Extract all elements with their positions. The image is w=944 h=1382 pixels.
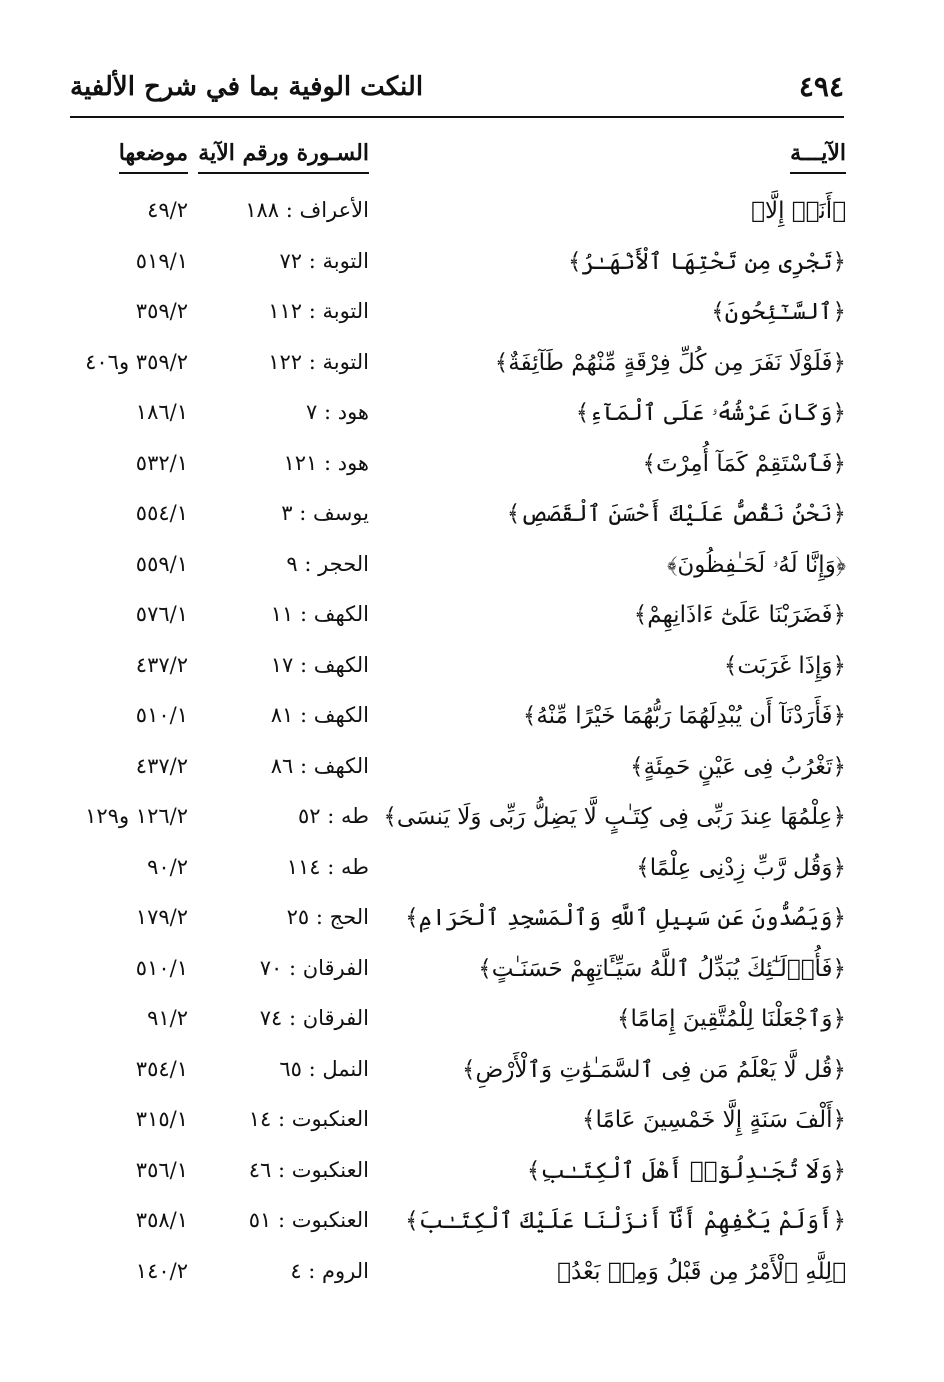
- surah-cell: الكهف : ١٧: [270, 652, 369, 677]
- verse-cell: ﴿فَأُو۟لَـٰٓئِكَ يُبَدِّلُ ٱللَّهُ سَيِّـَٔاتِهِمْ حَسَنَـٰتٍ﴾: [478, 955, 846, 982]
- table-row: [0, 493, 944, 544]
- location-cell: ٥٣٢/١: [135, 450, 188, 475]
- table-row: [0, 190, 944, 241]
- location-cell: ٣٥٦/١: [135, 1157, 188, 1182]
- table-row: [0, 1251, 944, 1302]
- table-row: [0, 998, 944, 1049]
- verse-cell: ﴿أَوَلَمْ يَكْفِهِمْ أَنَّآ أَنزَلْنَا عَلَيْكَ ٱلْكِتَـٰبَ﴾: [405, 1208, 846, 1234]
- location-column-header: موضعها: [119, 140, 188, 174]
- verse-cell: ﴿عِلْمُهَا عِندَ رَبِّى فِى كِتَـٰبٍ لَّا يَضِلُّ رَبِّى وَلَا يَنسَى﴾: [383, 804, 846, 830]
- surah-cell: هود : ٧: [306, 400, 369, 424]
- location-cell: ٥٥٤/١: [135, 501, 188, 525]
- running-title: النكت الوفية بما في شرح الألفية: [70, 72, 424, 102]
- table-row: [0, 443, 944, 494]
- location-cell: ٣٥٩/٢ و٤٠٦: [85, 349, 188, 374]
- surah-cell: التوبة : ١٢٢: [268, 349, 369, 374]
- table-row: [0, 645, 944, 696]
- table-row: [0, 392, 944, 443]
- verse-cell: ﴿فَٱسْتَقِمْ كَمَآ أُمِرْتَ﴾: [642, 450, 846, 477]
- table-row: [0, 897, 944, 948]
- verse-cell: ﴿وَإِنَّا لَهُۥ لَحَـٰفِظُونَ﴾: [667, 551, 846, 578]
- table-row: [0, 544, 944, 595]
- surah-cell: العنكبوت : ٥١: [248, 1208, 369, 1232]
- verse-cell: ﴿ٱلسَّـٰٓئِحُونَ﴾: [711, 299, 846, 325]
- page-number: ٤٩٤: [798, 70, 844, 103]
- table-row: [0, 1200, 944, 1251]
- surah-cell: العنكبوت : ١٤: [248, 1107, 369, 1131]
- table-row: [0, 796, 944, 847]
- verse-cell: ﴿نَحْنُ نَقُصُّ عَلَيْكَ أَحْسَنَ ٱلْقَصَصِ﴾: [506, 501, 846, 527]
- table-row: [0, 695, 944, 746]
- verse-cell: ﴿فَضَرَبْنَا عَلَىٰٓ ءَاذَانِهِمْ﴾: [633, 602, 846, 628]
- verse-cell: ﴿أَلْفَ سَنَةٍ إِلَّا خَمْسِينَ عَامًا﴾: [582, 1107, 846, 1133]
- location-cell: ٤٩/٢: [147, 198, 188, 222]
- table-row: [0, 847, 944, 898]
- surah-cell: الفرقان : ٧٠: [259, 955, 369, 980]
- table-row: [0, 1049, 944, 1100]
- location-cell: ٣١٥/١: [135, 1107, 188, 1131]
- verse-cell: ﴿قُل لَّا يَعْلَمُ مَن فِى ٱلسَّمَـٰوَٰتِ وَٱلْأَرْضِ﴾: [462, 1056, 846, 1083]
- surah-cell: النمل : ٦٥: [279, 1056, 369, 1081]
- table-row: [0, 594, 944, 645]
- verse-cell: ﴿أَنَا۠ إِلَّا﴾: [751, 198, 846, 224]
- location-cell: ٣٥٩/٢: [135, 299, 188, 323]
- location-cell: ١٤٠/٢: [135, 1258, 188, 1283]
- surah-cell: الروم : ٤: [290, 1258, 369, 1283]
- verse-column-header: الآيـــة: [790, 140, 846, 174]
- verse-cell: ﴿تَجْرِى مِن تَحْتِهَا ٱلْأَنْهَـٰرُ﴾: [568, 248, 846, 275]
- table-row: [0, 241, 944, 292]
- verse-cell: ﴿تَغْرُبُ فِى عَيْنٍ حَمِئَةٍ﴾: [630, 753, 846, 780]
- location-cell: ٥٥٩/١: [135, 551, 188, 576]
- table-row: [0, 746, 944, 797]
- surah-column-header: السـورة ورقم الآية: [198, 140, 369, 174]
- verse-cell: ﴿وَكَانَ عَرْشُهُۥ عَلَى ٱلْمَآءِ﴾: [575, 400, 846, 426]
- location-cell: ٥٧٦/١: [135, 602, 188, 626]
- verse-cell: ﴿وَإِذَا غَرَبَت﴾: [723, 652, 846, 679]
- location-cell: ٥١٠/١: [135, 955, 188, 980]
- location-cell: ٩١/٢: [147, 1006, 188, 1030]
- location-cell: ٣٥٤/١: [135, 1056, 188, 1081]
- location-cell: ١٨٦/١: [135, 400, 188, 424]
- surah-cell: الفرقان : ٧٤: [259, 1006, 369, 1030]
- surah-cell: العنكبوت : ٤٦: [248, 1157, 369, 1182]
- surah-cell: طه : ٥٢: [298, 804, 369, 828]
- page-header: [70, 58, 844, 118]
- verse-cell: ﴿فَأَرَدْنَآ أَن يُبْدِلَهُمَا رَبُّهُمَا خَيْرًا مِّنْهُ﴾: [522, 703, 846, 729]
- column-headers: [0, 140, 944, 184]
- location-cell: ٩٠/٢: [147, 854, 188, 879]
- surah-cell: الكهف : ١١: [270, 602, 369, 626]
- location-cell: ١٧٩/٢: [135, 905, 188, 929]
- surah-cell: هود : ١٢١: [283, 450, 369, 475]
- verse-cell: ﴿وَيَصُدُّونَ عَن سَبِيلِ ٱللَّهِ وَٱلْمَسْجِدِ ٱلْحَرَامِ﴾: [405, 905, 846, 931]
- location-cell: ٥١٩/١: [135, 248, 188, 273]
- location-cell: ٣٥٨/١: [135, 1208, 188, 1232]
- location-cell: ١٢٦/٢ و١٢٩: [85, 804, 188, 828]
- surah-cell: التوبة : ١١٢: [268, 299, 369, 323]
- surah-cell: الأعراف : ١٨٨: [245, 198, 369, 222]
- location-cell: ٤٣٧/٢: [135, 652, 188, 677]
- verse-index-table: [0, 190, 944, 1301]
- verse-cell: ﴿وَقُل رَّبِّ زِدْنِى عِلْمًا﴾: [636, 854, 846, 881]
- surah-cell: الكهف : ٨٦: [270, 753, 369, 778]
- table-row: [0, 342, 944, 393]
- verse-cell: ﴿لِلَّهِ ٱلْأَمْرُ مِن قَبْلُ وَمِنۢ بَعْدُ﴾: [557, 1258, 846, 1285]
- verse-cell: ﴿وَلَا تُجَـٰدِلُوٓا۟ أَهْلَ ٱلْكِتَـٰبِ﴾: [526, 1157, 846, 1184]
- surah-cell: الحج : ٢٥: [286, 905, 369, 929]
- surah-cell: الحجر : ٩: [286, 551, 369, 576]
- surah-cell: يوسف : ٣: [281, 501, 369, 525]
- surah-cell: الكهف : ٨١: [270, 703, 369, 727]
- verse-cell: ﴿وَٱجْعَلْنَا لِلْمُتَّقِينَ إِمَامًا﴾: [616, 1006, 846, 1032]
- surah-cell: طه : ١١٤: [286, 854, 369, 879]
- table-row: [0, 291, 944, 342]
- table-row: [0, 948, 944, 999]
- location-cell: ٥١٠/١: [135, 703, 188, 727]
- verse-cell: ﴿فَلَوْلَا نَفَرَ مِن كُلِّ فِرْقَةٍ مِّنْهُمْ طَآئِفَةٌ﴾: [494, 349, 846, 376]
- surah-cell: التوبة : ٧٢: [279, 248, 369, 273]
- table-row: [0, 1150, 944, 1201]
- location-cell: ٤٣٧/٢: [135, 753, 188, 778]
- table-row: [0, 1099, 944, 1150]
